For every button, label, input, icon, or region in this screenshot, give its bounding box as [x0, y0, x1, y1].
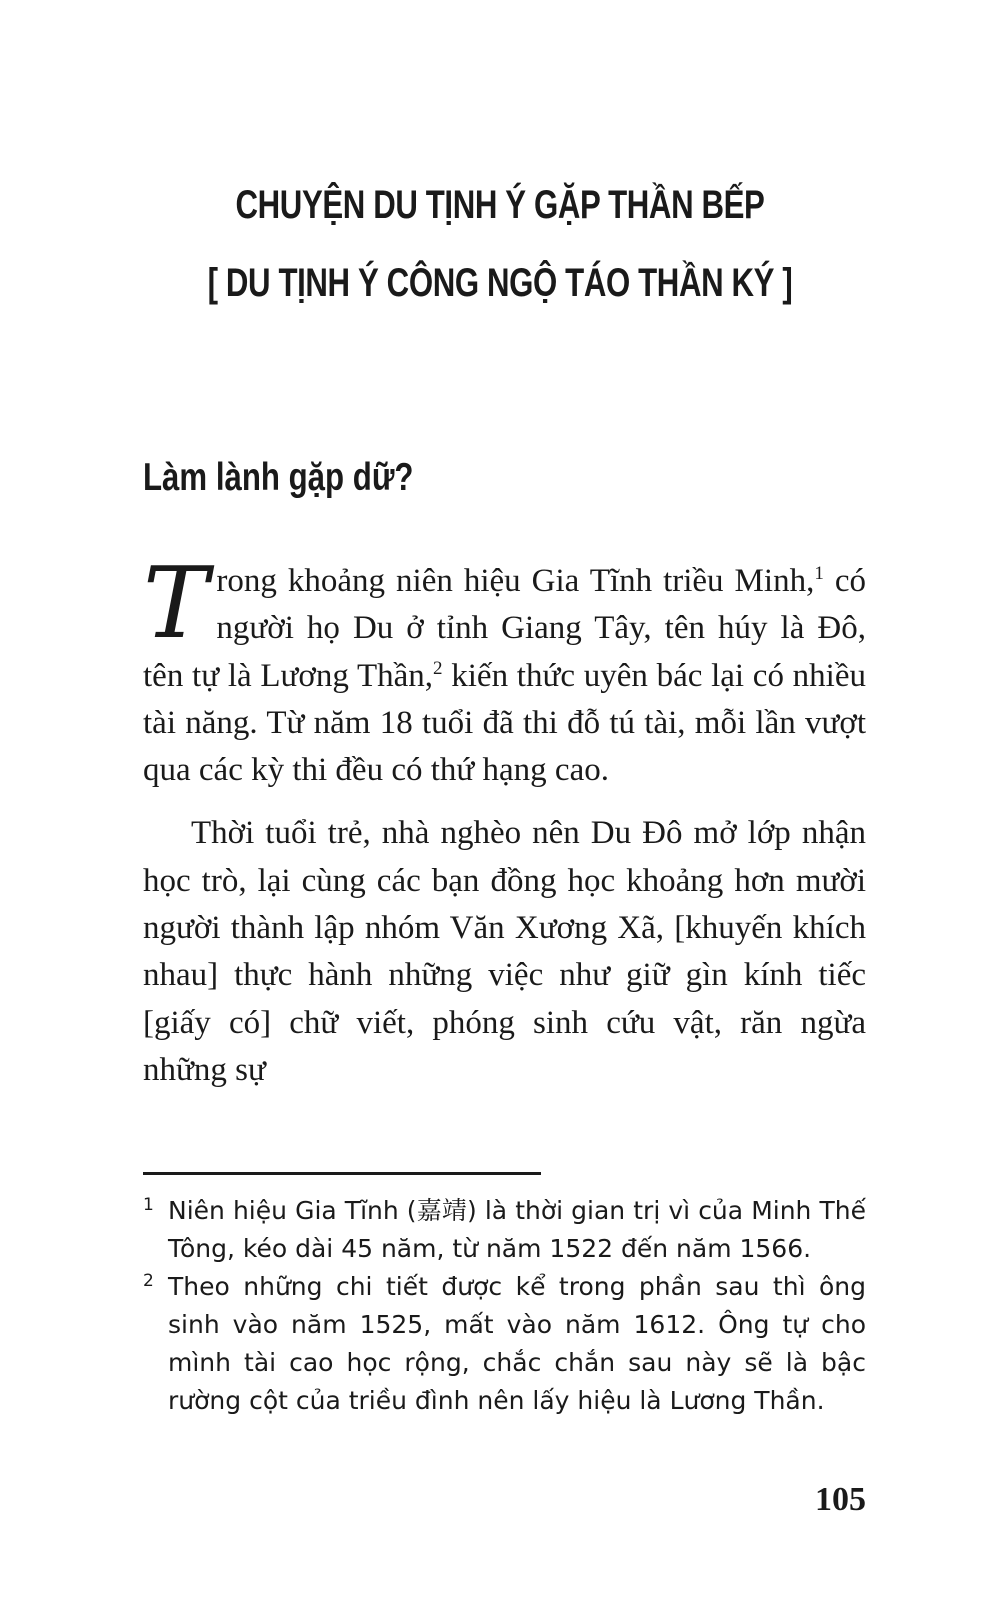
body-paragraph-1 [143, 547, 866, 794]
footnotes [143, 1192, 866, 1420]
chapter-title-vietnamese: CHUYỆN DU TỊNH Ý GẶP THẦN BẾP [235, 183, 765, 227]
section-heading: Làm lành gặp dữ? [143, 456, 414, 499]
footnote-2 [143, 1268, 866, 1420]
footnote-2-text: Theo những chi tiết được kể trong phần sau thì ông sinh vào năm 1525, mất vào năm 1612. Ông tự cho mình tài cao học rộng, chắc chắn sau này sẽ là bậc rường cột của triều đình nên lấy hiệu là Lương Thần. [168, 1272, 866, 1415]
body-text [143, 547, 866, 1094]
chapter-title-sino-vietnamese: [ DU TỊNH Ý CÔNG NGỘ TÁO THẦN KÝ ] [207, 261, 793, 305]
footnote-ref-1: 1 [814, 563, 824, 584]
body-paragraph-1-part-b: có người họ Du ở tỉnh Giang Tây, tên húy là Đô, tên tự là Lương Thần, [143, 563, 866, 694]
drop-cap: T [143, 547, 209, 661]
footnote-1 [143, 1192, 866, 1268]
body-paragraph-1-part-a: rong khoảng niên hiệu Gia Tĩnh triều Minh, [216, 563, 815, 599]
body-paragraph-2: Thời tuổi trẻ, nhà nghèo nên Du Đô mở lớp nhận học trò, lại cùng các bạn đồng học khoảng hơn mười người thành lập nhóm Văn Xương Xã, [khuyến khích nhau] thực hành những việc như giữ gìn kính tiếc [giấy có] chữ viết, phóng sinh cứu vật, răn ngừa những sự [143, 815, 866, 1088]
page-number: 105 [815, 1481, 866, 1518]
footnote-2-mark: 2 [143, 1271, 154, 1291]
footnote-1-text: Niên hiệu Gia Tĩnh (嘉靖) là thời gian trị vì của Minh Thế Tông, kéo dài 45 năm, từ năm 1522 đến năm 1566. [168, 1196, 866, 1263]
body-paragraph-1-part-c: kiến thức uyên bác lại có nhiều tài năng. Từ năm 18 tuổi đã thi đỗ tú tài, mỗi lần vượt qua các kỳ thi đều có thứ hạng cao. [143, 657, 866, 789]
footnote-ref-2: 2 [433, 657, 443, 679]
chapter-title [0, 185, 1000, 303]
footnote-1-mark: 1 [143, 1195, 154, 1215]
footnote-divider [143, 1172, 541, 1175]
